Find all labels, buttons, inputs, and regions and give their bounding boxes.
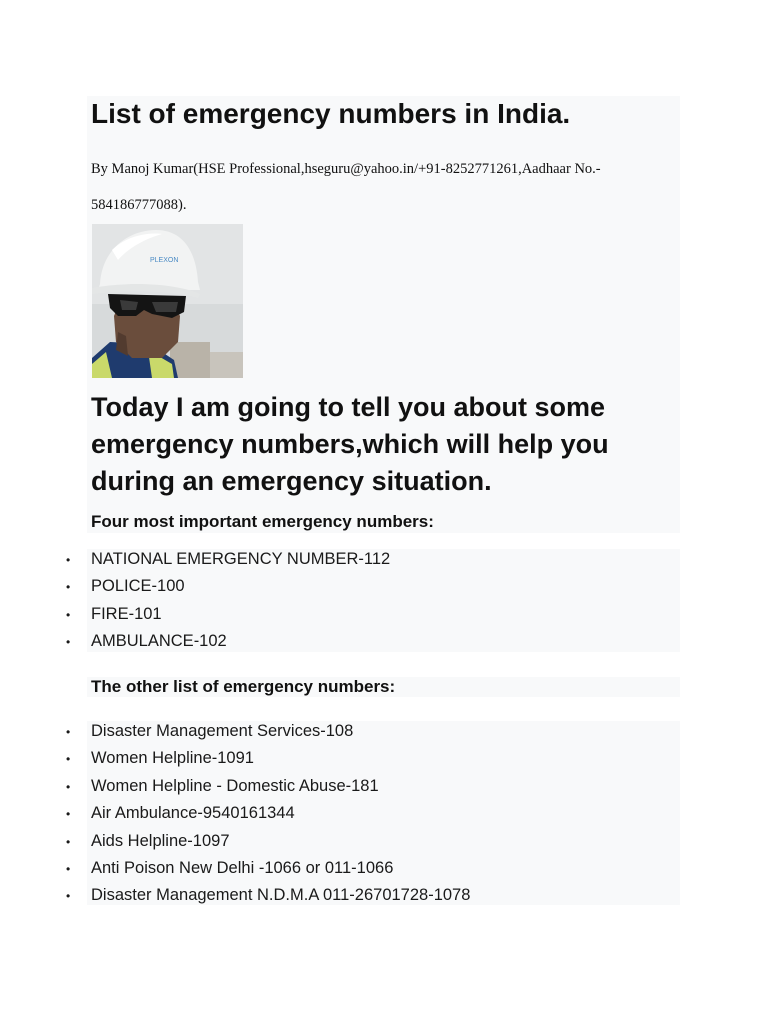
author-photo: [92, 224, 243, 378]
list-item-text: Disaster Management Services-108: [91, 722, 354, 740]
helmet-logo-text: PLEXON: [150, 257, 179, 264]
list-item: [0, 548, 700, 575]
author-byline-continued: 584186777088).: [91, 197, 187, 213]
bullet-icon: •: [66, 834, 71, 849]
list-item-text: AMBULANCE-102: [91, 632, 227, 651]
list-item: [0, 802, 700, 829]
bullet-icon: •: [66, 635, 71, 650]
list-item-text: Disaster Management N.D.M.A 011-26701728-1078: [91, 886, 471, 905]
list-item: [0, 575, 700, 602]
list-item-text: Aids Helpline-1097: [91, 831, 230, 850]
list-item: [0, 775, 700, 802]
bullet-icon: •: [66, 580, 71, 595]
list-item-text: Women Helpline - Domestic Abuse-181: [91, 776, 379, 795]
author-byline: By Manoj Kumar(HSE Professional,hseguru@yahoo.in/+91-8252771261,Aadhaar No.-: [91, 161, 601, 177]
section-heading-other: The other list of emergency numbers:: [91, 677, 396, 696]
bullet-icon: •: [66, 553, 71, 567]
bullet-icon: •: [66, 779, 71, 794]
list-item-text: POLICE-100: [91, 577, 185, 596]
list-item-text: FIRE-101: [91, 604, 162, 623]
list-item: [0, 720, 700, 747]
bullet-icon: •: [66, 861, 71, 876]
list-item: [0, 630, 700, 657]
page-title: List of emergency numbers in India.: [91, 98, 571, 129]
list-item: [0, 747, 700, 774]
important-numbers-list: [0, 548, 700, 658]
bullet-icon: •: [66, 807, 71, 822]
list-item: [0, 884, 700, 911]
bullet-icon: •: [66, 725, 71, 739]
list-item-text: Anti Poison New Delhi -1066 or 011-1066: [91, 858, 394, 877]
list-item: [0, 603, 700, 630]
list-item: [0, 857, 700, 884]
bullet-icon: •: [66, 752, 71, 767]
list-item-text: Women Helpline-1091: [91, 749, 254, 768]
other-numbers-list: [0, 720, 700, 912]
list-item: [0, 830, 700, 857]
list-item-text: NATIONAL EMERGENCY NUMBER-112: [91, 550, 391, 568]
section-heading-important: Four most important emergency numbers:: [91, 512, 434, 531]
list-item-text: Air Ambulance-9540161344: [91, 804, 295, 823]
bullet-icon: •: [66, 607, 71, 622]
intro-heading: Today I am going to tell you about some emergency numbers,which will help you during an emergency situation.: [91, 392, 609, 496]
bullet-icon: •: [66, 889, 71, 904]
